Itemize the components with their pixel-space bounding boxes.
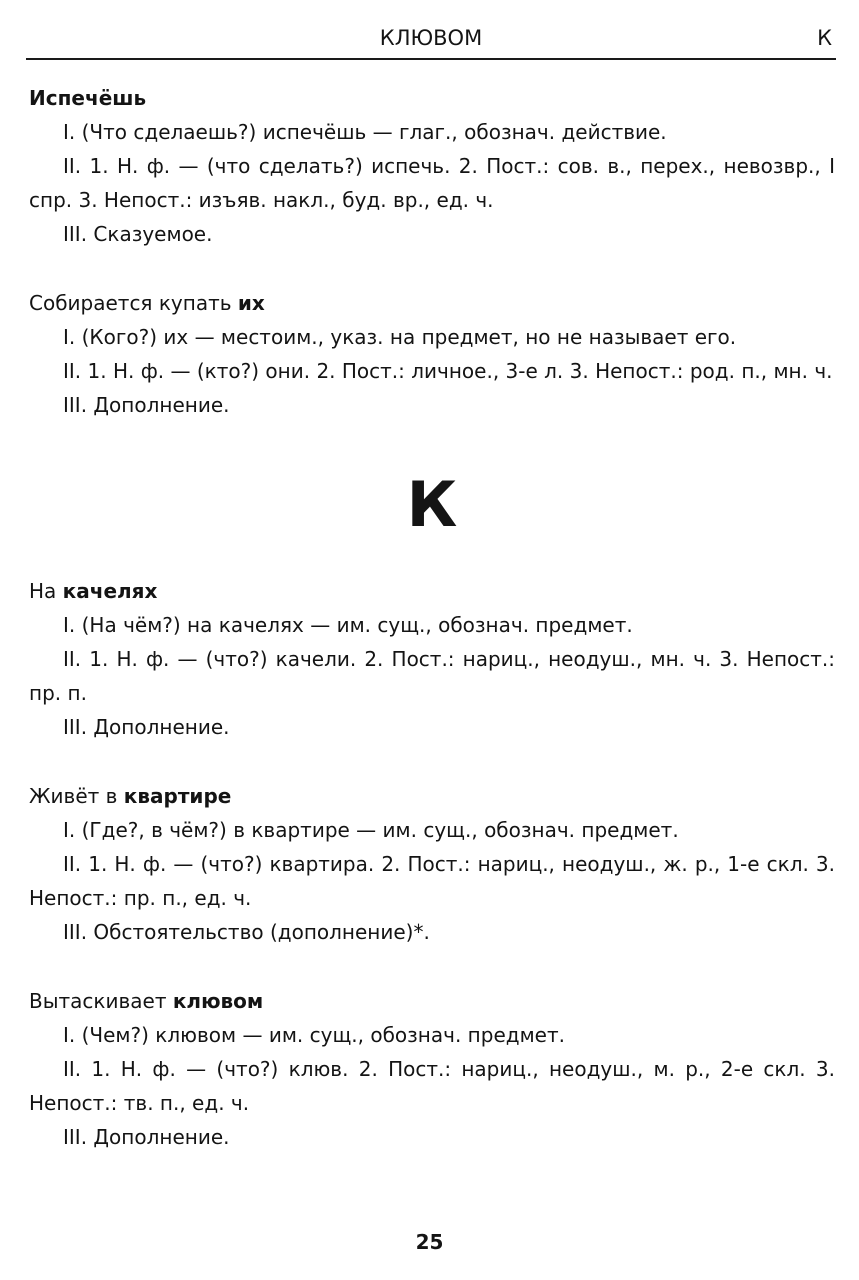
entry-heading: Вытаскивает клювом [29,989,264,1013]
entry-line-1: I. (На чём?) на качелях — им. сущ., обознач. предмет. [63,613,633,637]
entry-line-1: I. (Где?, в чём?) в квартире — им. сущ., обознач. предмет. [63,818,679,842]
entry-line-2: II. 1. Н. ф. — (что?) клюв. 2. Пост.: нариц., неодуш., м. р., 2-е скл. 3. Непост.: тв. п., ед. ч. [29,1057,835,1115]
section-letter: К [406,468,458,541]
entry-line-3: III. Сказуемое. [63,222,213,246]
entry-heading [29,81,835,115]
entry-line-1: I. (Кого?) их — местоим., указ. на предмет, но не называет его. [63,325,737,349]
page-header [26,24,836,60]
entry-line-2: II. 1. Н. ф. — (что?) квартира. 2. Пост.: нариц., неодуш., ж. р., 1-е скл. 3. Непост.: пр. п., ед. ч. [29,852,835,910]
entry-keyword: квартире [123,784,232,808]
header-letter: К [817,26,832,50]
running-head: КЛЮВОМ [379,26,483,50]
entry-kachelyakh [29,574,835,744]
entry-keyword: качелях [62,579,158,603]
entry-line-2: II. 1. Н. ф. — (кто?) они. 2. Пост.: личное., 3-е л. 3. Непост.: род. п., мн. ч. [63,359,833,383]
entry-line-1: I. (Чем?) клювом — им. сущ., обознач. предмет. [63,1023,565,1047]
page-number: 25 [415,1230,444,1254]
page-content [29,81,835,1189]
entry-line-3: III. Дополнение. [63,715,230,739]
entry-heading: Живёт в квартире [29,784,232,808]
entry-line-3: III. Дополнение. [63,393,230,417]
entry-keyword: клювом [172,989,264,1013]
entry-line-2: II. 1. Н. ф. — (что сделать?) испечь. 2. Пост.: сов. в., перех., невозвр., I спр. 3. Непост.: изъяв. накл., буд. вр., ед. ч. [29,154,835,212]
entry-line-1: I. (Что сделаешь?) испечёшь — глаг., обознач. действие. [63,120,667,144]
entry-keyword: Испечёшь [29,86,147,110]
entry-ikh [29,286,835,422]
entry-klyuvom [29,984,835,1154]
entry-line-2: II. 1. Н. ф. — (что?) качели. 2. Пост.: нариц., неодуш., мн. ч. 3. Непост.: пр. п. [29,647,835,705]
entry-ispechesh [29,81,835,251]
entry-keyword: их [237,291,265,315]
entry-line-3: III. Обстоятельство (дополнение)*. [63,920,430,944]
entry-heading: Собирается купать их [29,291,265,315]
entry-kvartire [29,779,835,949]
entry-line-3: III. Дополнение. [63,1125,230,1149]
entry-heading: На качелях [29,579,158,603]
